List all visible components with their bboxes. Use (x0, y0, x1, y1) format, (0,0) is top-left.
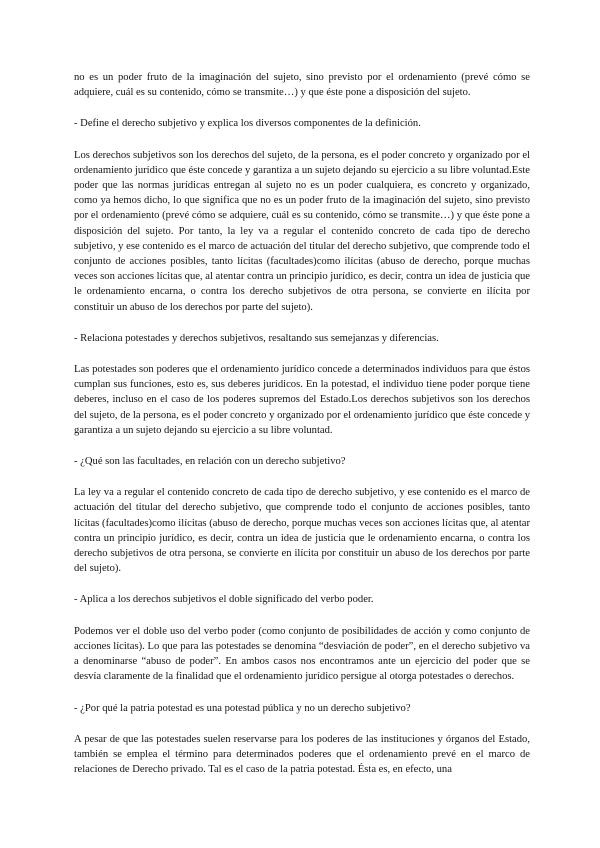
question-5: - ¿Por qué la patria potestad es una potestad pública y no un derecho subjetivo? (74, 702, 411, 714)
question-4: - Aplica a los derechos subjetivos el doble significado del verbo poder. (74, 594, 374, 606)
intro-paragraph: no es un poder fruto de la imaginación del sujeto, sino previsto por el ordenamiento (prevé cómo se adquiere, cuál es su contenido, cómo se transmite…) y que éste pone a disposición del sujeto. (74, 72, 530, 99)
question-3: - ¿Qué son las facultades, en relación con un derecho subjetivo? (74, 456, 346, 468)
answer-3: La ley va a regular el contenido concreto de cada tipo de derecho subjetivo, y ese contenido es el marco de actuación del titular del derecho subjetivo, que comprende todo el conjunto de acciones posibles, tanto lícitas (facultades)como ilícitas (abuso de derecho, porque muchas veces son acciones lícitas que, al atentar contra un principio jurídico, es decir, contra un idea de justicia que le ordenamiento encarna, o contra los derecho subjetivos de otra persona, se convierte en ilícita por constituir un abuso de los derechos por parte del sujeto). (74, 487, 530, 575)
answer-4: Podemos ver el doble uso del verbo poder (como conjunto de posibilidades de acción y como conjunto de acciones lícitas). Lo que para las potestades se denomina “desviación de poder”, en el derecho subjetivo va a denominarse “abuso de poder”. En ambos casos nos encontramos ante un ejercicio del poder que se desvía claramente de la finalidad que el ordenamiento jurídico persigue al otorga potestades o derechos. (74, 625, 530, 683)
answer-5: A pesar de que las potestades suelen reservarse para los poderes de las instituciones y órganos del Estado, también se emplea el término para determinados poderes que el ordenamiento prevé en el marco de relaciones de Derecho privado. Tal es el caso de la patria potestad. Ésta es, en efecto, una (74, 733, 530, 776)
answer-2: Las potestades son poderes que el ordenamiento jurídico concede a determinados individuos para que éstos cumplan sus funciones, esto es, sus deberes jurídicos. En la potestad, el individuo tiene poder porque tiene deberes, incluso en el caso de los poderes supremos del Estado.Los derechos subjetivos son los derechos del sujeto, de la persona, es el poder concreto y organizado por el ordenamiento jurídico que éste concede y garantiza a un sujeto dejando su ejercicio a su libre voluntad. (74, 364, 530, 436)
document-body (74, 70, 530, 793)
question-2: - Relaciona potestades y derechos subjetivos, resaltando sus semejanzas y diferencias. (74, 332, 439, 344)
answer-1: Los derechos subjetivos son los derechos del sujeto, de la persona, es el poder concreto y organizado por el ordenamiento jurídico que éste concede y garantiza a un sujeto dejando su ejercicio a su libre voluntad.Este poder que las normas jurídicas entregan al sujeto no es un poder cualquiera, es concreto y organizado, como ya hemos dicho, lo que significa que no es un poder fruto de la imaginación del sujeto, sino previsto por el ordenamiento (prevé cómo se adquiere, cuál es su contenido, cómo se transmite…) y que éste pone a disposición del sujeto. Por tanto, la ley va a regular el contenido concreto de cada tipo de derecho subjetivo, y ese contenido es el marco de actuación del titular del derecho subjetivo, que comprende todo el conjunto de acciones posibles, tanto lícitas (facultades)como ilícitas (abuso de derecho, porque muchas veces son acciones lícitas que, al atentar contra un principio jurídico, es decir, contra un idea de justicia que le ordenamiento encarna, o contra los derecho subjetivos de otra persona, se convierte en ilícita por constituir un abuso de los derechos por parte del sujeto). (74, 149, 530, 313)
question-1: - Define el derecho subjetivo y explica los diversos componentes de la definición. (74, 118, 421, 130)
